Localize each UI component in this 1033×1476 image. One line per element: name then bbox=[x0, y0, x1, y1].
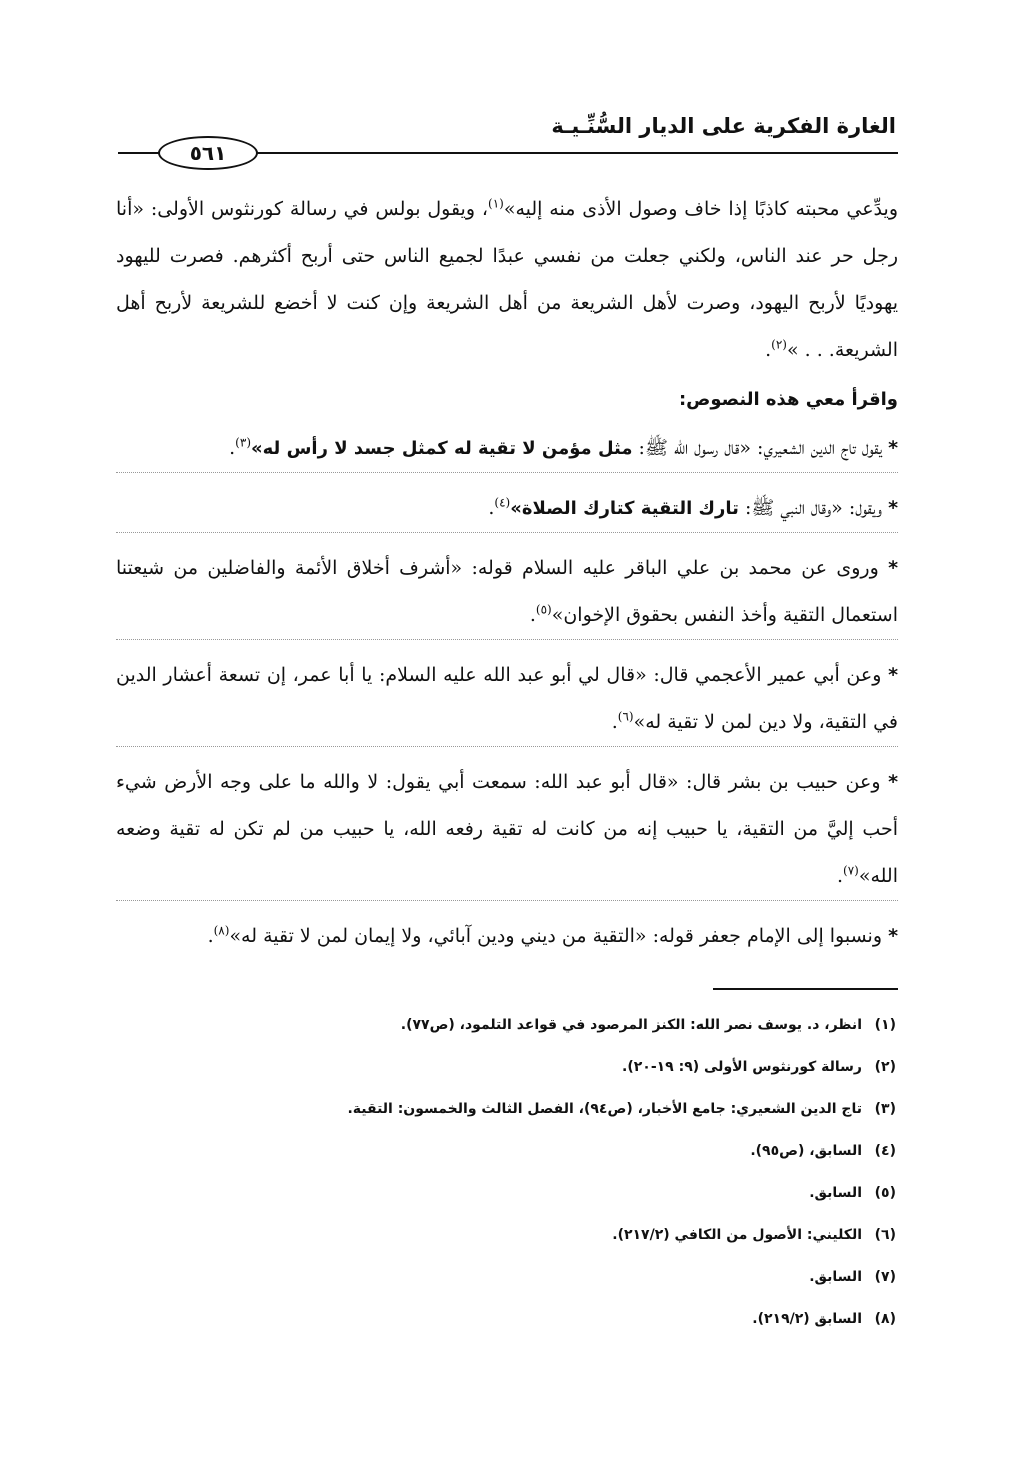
section-lead: واقرأ معي هذه النصوص: bbox=[678, 389, 898, 410]
footnote bbox=[136, 1130, 896, 1172]
footnote-number: (٨) bbox=[874, 1311, 896, 1327]
quote-item bbox=[116, 759, 898, 901]
footnote bbox=[136, 1046, 896, 1088]
footnote-ref[interactable]: (٤) bbox=[494, 495, 511, 510]
quote-item bbox=[116, 545, 898, 640]
quote-item bbox=[116, 913, 898, 960]
footnote-number: (٥) bbox=[874, 1185, 896, 1201]
quote-item bbox=[116, 652, 898, 747]
quote-end: . bbox=[611, 711, 618, 733]
page-number: ٥٦١ bbox=[158, 136, 258, 170]
quote-bold: تارك التقية كتارك الصلاة» bbox=[510, 498, 739, 519]
quote-end: . bbox=[229, 437, 236, 459]
paragraph-text: . bbox=[765, 339, 772, 361]
footnote-text: السابق، (ص٩٥). bbox=[750, 1143, 862, 1159]
footnote-ref[interactable]: (٨) bbox=[213, 923, 230, 938]
footnote-number: (١) bbox=[874, 1017, 896, 1033]
footnote bbox=[136, 1298, 896, 1340]
bullet-star: * bbox=[888, 437, 898, 459]
quote-text: وعن أبي عمير الأعجمي قال: «قال لي أبو عبد الله عليه السلام: يا أبا عمر، إن تسعة أعشار الدين في التقية، ولا دين لمن لا تقية له» bbox=[116, 664, 898, 733]
footnote-rule bbox=[713, 988, 898, 990]
footnote-number: (٧) bbox=[874, 1269, 896, 1285]
footnote-ref[interactable]: (٣) bbox=[235, 435, 251, 450]
quote-end: . bbox=[836, 865, 843, 887]
footnote bbox=[136, 1004, 896, 1046]
quote-text: وعن حبيب بن بشر قال: «قال أبو عبد الله: سمعت أبي يقول: لا والله ما على وجه الأرض شيء أحب إليَّ من التقية، يا حبيب إنه من كانت له تقية رفعه الله، يا حبيب من لم تكن له تقية وضعه الله» bbox=[116, 771, 898, 887]
paragraph-intro bbox=[116, 186, 898, 374]
quote-item bbox=[116, 425, 898, 473]
footnote-text: السابق (٢١٩/٢). bbox=[752, 1311, 862, 1327]
running-title: الغارة الفكرية على الديار السُّنِّـيـة bbox=[551, 114, 896, 138]
quote-end: . bbox=[488, 497, 495, 519]
footnote-text: السابق. bbox=[809, 1185, 862, 1201]
quote-item bbox=[116, 485, 898, 533]
quote-end: . bbox=[529, 604, 536, 626]
quote-end: . bbox=[207, 925, 214, 947]
quote-intro: يقول تاج الدين الشعيري: «قال رسول الله ﷺ: bbox=[638, 437, 883, 459]
body-text bbox=[116, 186, 898, 972]
bullet-star: * bbox=[888, 557, 899, 579]
bullet-star: * bbox=[888, 664, 898, 686]
footnote-number: (٢) bbox=[874, 1059, 896, 1075]
footnote bbox=[136, 1088, 896, 1130]
footnote-ref[interactable]: (٧) bbox=[843, 863, 859, 878]
footnote bbox=[136, 1214, 896, 1256]
footnote-ref[interactable]: (٥) bbox=[535, 602, 552, 617]
bullet-star: * bbox=[888, 925, 898, 947]
footnote-text: رسالة كورنثوس الأولى (٩: ١٩-٢٠). bbox=[622, 1059, 862, 1075]
paragraph-text: ويدِّعي محبته كاذبًا إذا خاف وصول الأذى منه إليه» bbox=[503, 198, 898, 220]
quote-text: ونسبوا إلى الإمام جعفر قوله: «التقية من ديني ودين آبائي، ولا إيمان لمن لا تقية له» bbox=[229, 925, 883, 947]
footnote-ref[interactable]: (١) bbox=[488, 196, 504, 211]
footnote-text: الكليني: الأصول من الكافي (٢١٧/٢). bbox=[612, 1227, 862, 1243]
footnote bbox=[136, 1172, 896, 1214]
footnote-text: تاج الدين الشعيري: جامع الأخبار، (ص٩٤)، الفصل الثالث والخمسون: التقية. bbox=[347, 1101, 862, 1117]
bullet-star: * bbox=[888, 497, 898, 519]
footnote-number: (٤) bbox=[874, 1143, 896, 1159]
footnote-text: انظر، د. يوسف نصر الله: الكنز المرصود في قواعد التلمود، (ص٧٧). bbox=[400, 1017, 862, 1033]
footnote bbox=[136, 1256, 896, 1298]
bullet-star: * bbox=[888, 771, 899, 793]
footnote-text: السابق. bbox=[809, 1269, 862, 1285]
footnote-number: (٣) bbox=[874, 1101, 896, 1117]
paragraph-text: ، ويقول بولس في رسالة كورنثوس الأولى: «أنا رجل حر عند الناس، ولكني جعلت من نفسي عبدًا لجميع الناس حتى أربح أكثرهم. فصرت لليهود يهوديًا لأربح اليهود، وصرت لأهل الشريعة من أهل الشريعة وإن كنت لا أخضع للشريعة لأربح أهل الشريعة. . . » bbox=[116, 198, 898, 361]
footnote-ref[interactable]: (٦) bbox=[617, 709, 634, 724]
quote-bold: مثل مؤمن لا تقية له كمثل جسد لا رأس له» bbox=[251, 438, 633, 459]
footnotes-list bbox=[136, 1004, 896, 1340]
quote-text: وروى عن محمد بن علي الباقر عليه السلام قوله: «أشرف أخلاق الأئمة والفاضلين من شيعتنا استعمال التقية وأخذ النفس بحقوق الإخوان» bbox=[116, 557, 898, 626]
footnote-number: (٦) bbox=[874, 1227, 896, 1243]
footnote-ref[interactable]: (٢) bbox=[771, 337, 787, 352]
quote-intro: ويقول: «وقال النبي ﷺ: bbox=[744, 497, 883, 519]
